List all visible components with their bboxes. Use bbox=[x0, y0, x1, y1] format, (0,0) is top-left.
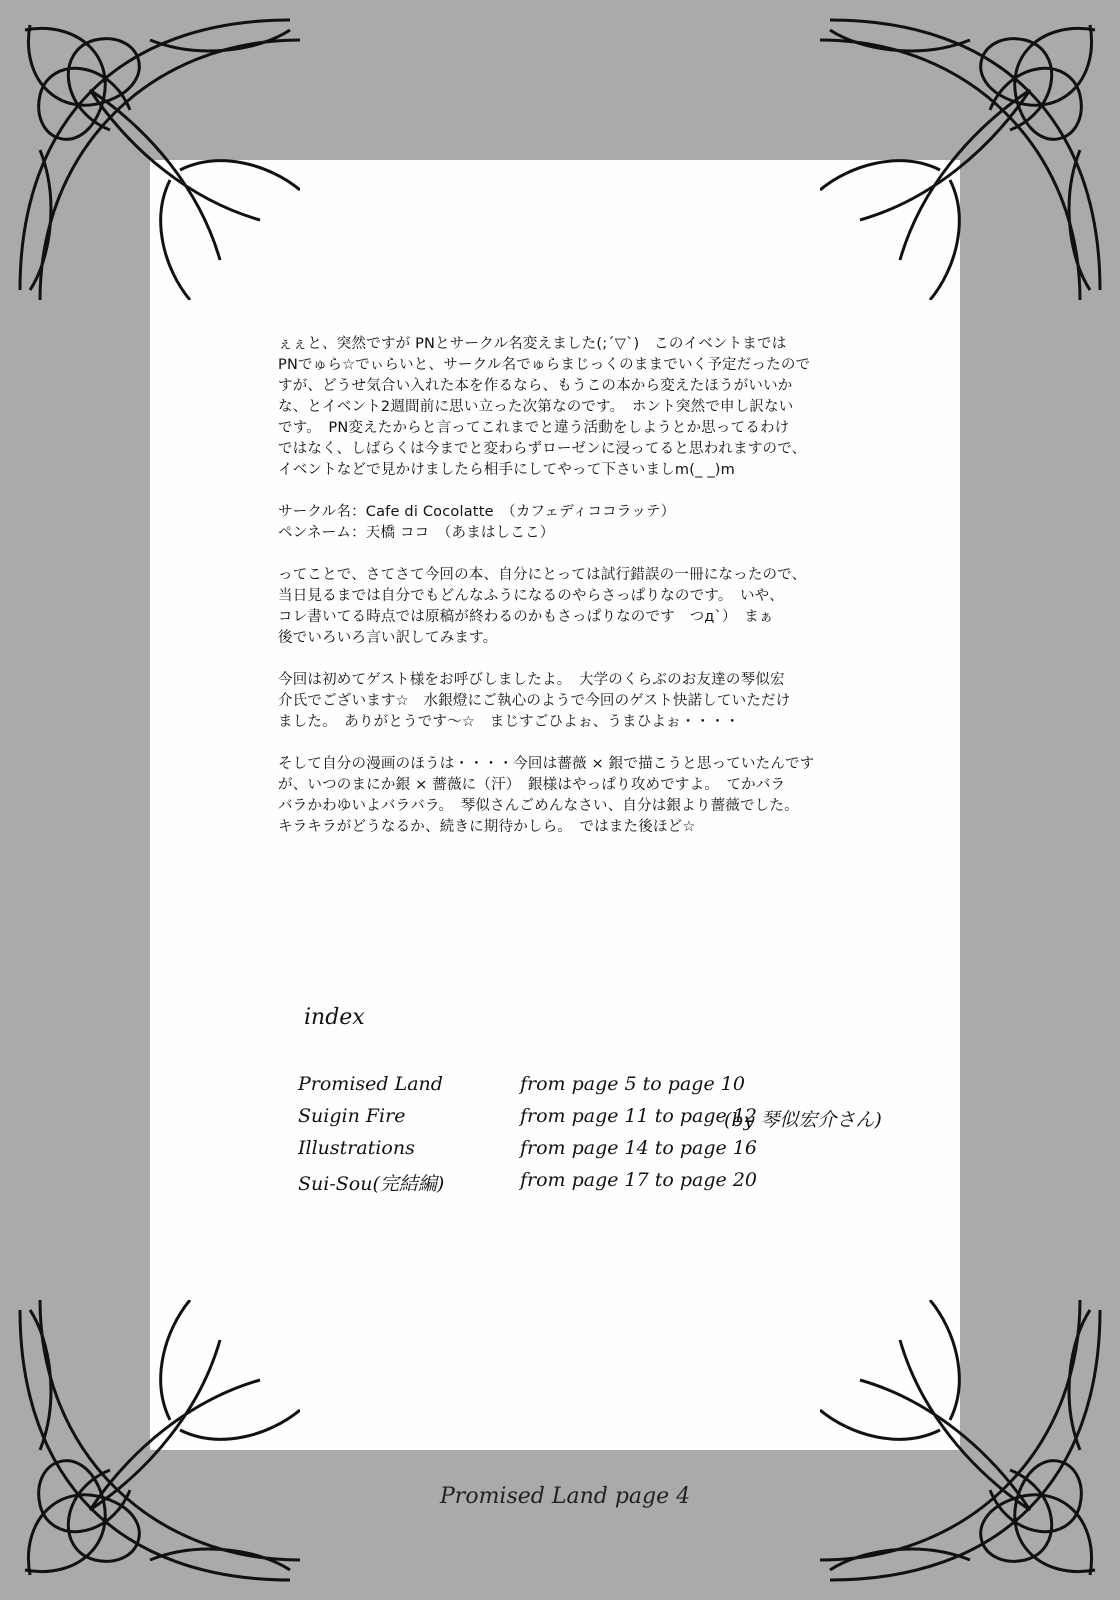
index-entry-title: Promised Land bbox=[298, 1073, 443, 1095]
corner-ornament-top-right bbox=[820, 0, 1120, 300]
text-line: ってことで、さてさて今回の本、自分にとっては試行錯誤の一冊になったので、 bbox=[278, 567, 807, 583]
page-footer: Promised Land page 4 bbox=[440, 1484, 691, 1509]
index-entry-range: from page 11 to page 12 bbox=[520, 1105, 757, 1127]
index-entry-range: from page 14 to page 16 bbox=[520, 1137, 757, 1159]
text-line: な、とイベント2週間前に思い立った次第なのです。 ホント突然で申し訳ない bbox=[278, 399, 794, 415]
paragraph-book bbox=[278, 565, 878, 649]
text-line: 介氏でございます☆ 水銀燈にご執心のようで今回のゲスト快諾していただけ bbox=[278, 693, 791, 709]
text-line: が、いつのまにか銀 × 薔薇に（汗） 銀様はやっぱり攻めですよ。 てかバラ bbox=[278, 777, 786, 793]
paragraph-manga bbox=[278, 754, 878, 838]
text-line: ました。 ありがとうです～☆ まじすごひよぉ、うまひよぉ・・・・ bbox=[278, 714, 740, 730]
paragraph-circle-info bbox=[278, 502, 878, 544]
corner-ornament-top-left bbox=[0, 0, 300, 300]
text-line: すが、どうせ気合い入れた本を作るなら、もうこの本から変えたほうがいいか bbox=[278, 378, 793, 394]
index-entry-credit: (by 琴似宏介さん) bbox=[724, 1109, 882, 1131]
text-line: 後でいろいろ言い訳してみます。 bbox=[278, 630, 498, 646]
pen-name: ペンネーム：天橋 ココ （あまはしここ） bbox=[278, 525, 555, 541]
text-line: 当日見るまでは自分でもどんなふうになるのやらさっぱりなのです。 いや、 bbox=[278, 588, 784, 604]
text-line: コレ書いてる時点では原稿が終わるのかもさっぱりなのです つд`） まぁ bbox=[278, 609, 774, 625]
index-entry-title: Illustrations bbox=[298, 1137, 415, 1159]
paragraph-intro bbox=[278, 334, 878, 481]
paragraph-guest bbox=[278, 670, 878, 733]
index-heading: index bbox=[304, 1005, 365, 1030]
afterword-text bbox=[278, 334, 878, 859]
text-line: ではなく、しばらくは今までと変わらずローゼンに浸ってると思われますので、 bbox=[278, 441, 807, 457]
text-line: キラキラがどうなるか、続きに期待かしら。 ではまた後ほど☆ bbox=[278, 819, 696, 835]
index-entry-range: from page 17 to page 20 bbox=[520, 1169, 757, 1191]
text-line: イベントなどで見かけましたら相手にしてやって下さいましm(_ _)m bbox=[278, 462, 735, 478]
text-line: 今回は初めてゲスト様をお呼びしましたよ。 大学のくらぶのお友達の琴似宏 bbox=[278, 672, 785, 688]
corner-ornament-bottom-right bbox=[820, 1300, 1120, 1600]
index-entry-title: Suigin Fire bbox=[298, 1105, 406, 1127]
text-line: バラかわゆいよバラバラ。 琴似さんごめんなさい、自分は銀より薔薇でした。 bbox=[278, 798, 799, 814]
text-line: PNでゅら☆でぃらいと、サークル名でゅらまじっくのままでいく予定だったので bbox=[278, 357, 811, 373]
circle-name: サークル名：Cafe di Cocolatte （カフェディココラッテ） bbox=[278, 504, 676, 520]
text-line: そして自分の漫画のほうは・・・・今回は薔薇 × 銀で描こうと思っていたんです bbox=[278, 756, 815, 772]
index-entry-title: Sui-Sou(完結編) bbox=[298, 1173, 445, 1195]
text-line: ぇぇと、突然ですが PNとサークル名変えました(;´▽`) このイベントまでは bbox=[278, 336, 787, 352]
corner-ornament-bottom-left bbox=[0, 1300, 300, 1600]
index-entry-range: from page 5 to page 10 bbox=[520, 1073, 745, 1095]
text-line: です。 PN変えたからと言ってこれまでと違う活動をしようとか思ってるわけ bbox=[278, 420, 790, 436]
